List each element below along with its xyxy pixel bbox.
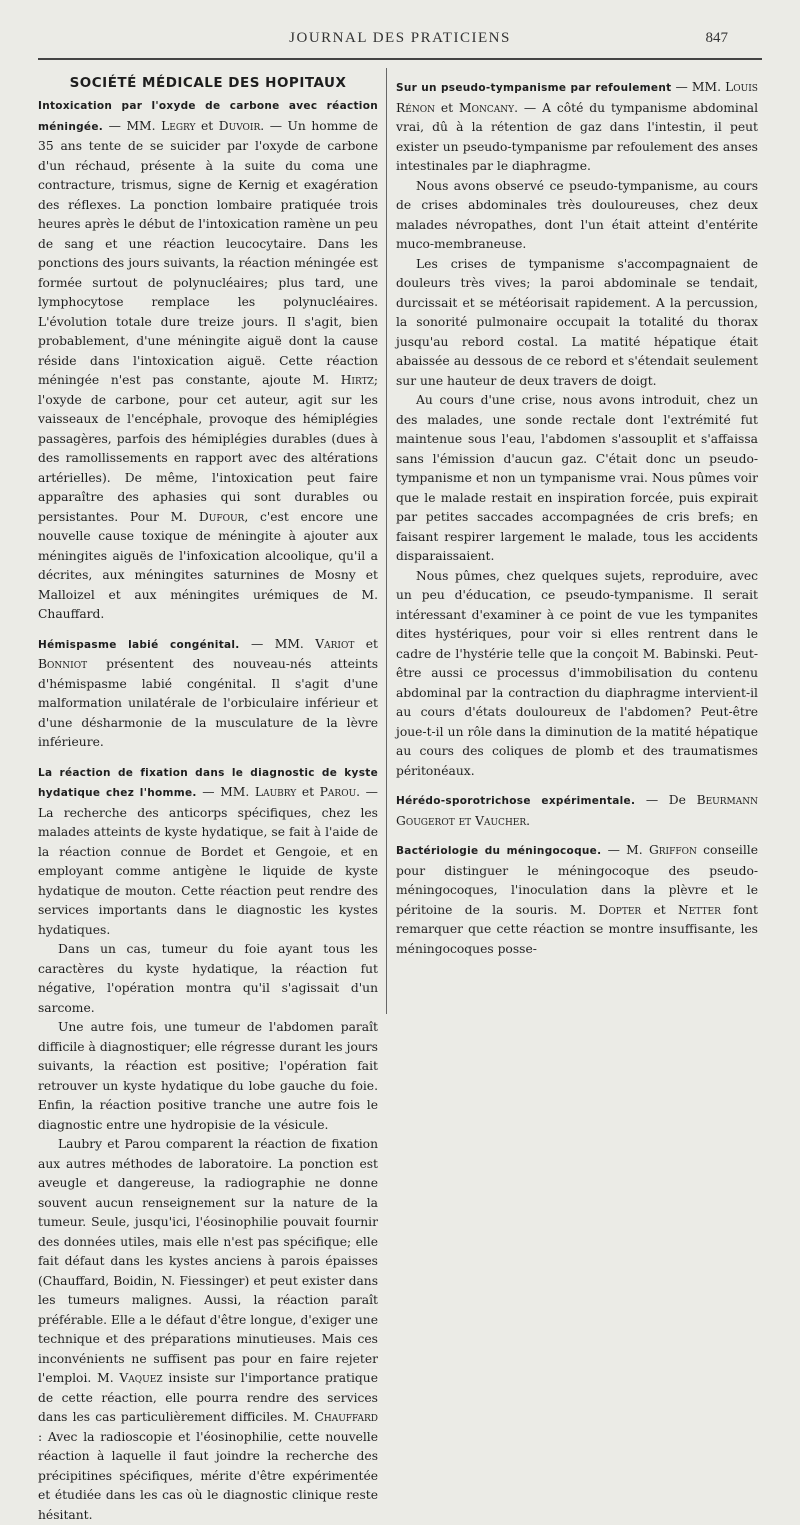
paragraph: Au cours d'une crise, nous avons introduit, chez un des malades, une sonde rectale dont l'extrémité fut maintenue sous l'eau, l'abdomen s'assouplit et s'affaissa sans l'émission d'aucun gaz. C'était donc un pseudo-tympanisme et non un tympanisme vrai. Nous pûmes voir que le malade restait en inspiration forcée, puis expirait par petites saccades accompagnées de cris brefs; en faisant respirer largement le malade, tous les accidents disparaissaient. [396, 393, 758, 563]
article-pseudo-tympanisme: Sur un pseudo-tympanisme par refoulement — MM. Louis Rénon et Moncany. — A côté du tympanisme abdominal vrai, dû à la rétention de gaz dans l'intestin, il peut exister un pseudo-tympanisme par refoulement des anses intestinales par le diaphragme. [396, 80, 758, 173]
author-name: Louis Rénon [396, 80, 758, 115]
author-name: Moncany [459, 100, 515, 115]
article-title: Bactériologie du méningocoque. [396, 845, 602, 857]
author-name: Chauffard [314, 1410, 378, 1424]
author-name: Netter [678, 902, 721, 917]
paragraph: Une autre fois, une tumeur de l'abdomen paraît difficile à diagnostiquer; elle régresse durant les jours suivants, la réaction est positive; l'opération fait retrouver un kyste hydatique du lobe gauche du foie. Enfin, la réaction positive tranche une autre fois le diagnostic entre une hydropisie de la vésicule. [38, 1020, 378, 1132]
article-heredo-sporotrichose: Hérédo-sporotrichose expérimentale. — De Beurmann Gougerot et Vaucher. [396, 793, 758, 828]
paragraph: Laubry et Parou comparent la réaction de fixation aux autres méthodes de laboratoire. La ponction est aveugle et dangereuse, la radiographie ne donne souvent aucun renseignement sur la nature de la tumeur. Seule, jusqu'ici, l'éosinophilie pouvait fournir des données utiles, mais elle n'est pas spécifique; elle fait défaut dans les kystes anciens à parois épaisses (Chauffard, Boidin, N. Fiessinger) et peut exister dans les tumeurs malignes. Aussi, la réaction paraît préférable. Elle a le défaut d'être longue, d'exiger une technique et des préparations minutieuses. Mais ces inconvénients ne suffisent pas pour en faire rejeter l'emploi. M. Vaquez insiste sur l'importance pratique de cette réaction, elle pourra rendre des services dans les cas particulièrement difficiles. M. Chauffard : Avec la radioscopie et l'éosinophilie, cette nouvelle réaction à laquelle il faut joindre la recherche des précipitines spécifiques, mérite d'être expérimentée et étudiée dans les cas où le diagnostic clinique reste hésitant. [38, 1137, 378, 1522]
paragraph: Dans un cas, tumeur du foie ayant tous les caractères du kyste hydatique, la réaction fut négative, l'opération montra qu'il s'agissait d'un sarcome. [38, 942, 378, 1015]
author-name: Legry [161, 118, 196, 133]
article-title: La réaction de fixation dans le diagnostic de kyste hydatique chez l'homme. [38, 766, 378, 799]
right-column [396, 68, 758, 959]
left-column [38, 68, 378, 1525]
paragraph: Nous pûmes, chez quelques sujets, reproduire, avec un peu d'éducation, ce pseudo-tympanisme. Il serait intéressant d'examiner à ce point de vue les tympanites dites hystériques, pour voir si elles rentrent dans le cadre de l'hystérie telle que la conçoit M. Babinski. Peut-être aussi ce processus d'immobilisation du contenu abdominal par la contraction du diaphragme intervient-il au cours d'états douloureux de l'abdomen? Peut-être joue-t-il un rôle dans la diminution de la matité hépatique au cours des coliques de plomb et des traumatismes péritonéaux. [396, 568, 758, 778]
header-rule [38, 58, 762, 60]
author-name: Laubry [254, 785, 297, 799]
author-name: Duvoir [218, 118, 261, 133]
author-name: Variot [315, 636, 355, 651]
article-title: Sur un pseudo-tympanisme par refoulement [396, 82, 672, 94]
page-number: 847 [705, 30, 728, 46]
author-name: Dufour [198, 509, 245, 524]
author-name: Dopter [598, 902, 642, 917]
article-kyste: La réaction de fixation dans le diagnostic de kyste hydatique chez l'homme. — MM. Laubry et Parou. — La recherche des anticorps spécifiques, chez les malades atteints de kyste hydatique, se fait à l'aide de la réaction connue de Bordet et Gengoie, et en employant comme antigène le liquide de kyste hydatique de mouton. Cette réaction peut rendre des services importants dans le diagnostic les kystes hydatiques. [38, 766, 378, 937]
article-hemispasme: Hémispasme labié congénital. — MM. Variot et Bonniot présentent des nouveau-nés atteints d'hémispasme labié congénital. Il s'agit d'une malformation unilatérale de l'orbiculaire inférieur et d'une désharmonie de la musculature de la lèvre inférieure. [38, 636, 378, 749]
author-name: Vaquez [119, 1371, 163, 1385]
section-heading: SOCIÉTÉ MÉDICALE DES HOPITAUX [69, 75, 347, 91]
paragraph: Nous avons observé ce pseudo-tympanisme, au cours de crises abdominales très douloureuses, chez deux malades névropathes, dont l'un était atteint d'entérite muco-membraneuse. [396, 178, 758, 251]
author-name: Beurmann Gougerot et Vaucher [396, 793, 758, 828]
author-name: Parou [319, 785, 357, 799]
article-bacteriologie: Bactériologie du méningocoque. — M. Griffon conseille pour distinguer le méningocoque des pseudo-méningocoques, l'inoculation dans la plèvre et le péritoine de la souris. M. Dopter et Netter font remarquer que cette réaction se montre insuffisante, les méningocoques posse- [396, 843, 758, 956]
article-title: Intoxication par l'oxyde de carbone avec réaction méningée. [38, 100, 378, 133]
author-name: Hirtz [340, 373, 374, 387]
article-title: Hémispasme labié congénital. [38, 638, 240, 651]
author-name: Griffon [648, 843, 697, 857]
journal-title: JOURNAL DES PRATICIENS [289, 30, 511, 46]
article-intoxication: Intoxication par l'oxyde de carbone avec réaction méningée. — MM. Legry et Duvoir. — Un homme de 35 ans tente de se suicider par l'oxyde de carbone d'un réchaud, présente à la suite du coma une contracture, trismus, signe de Kernig et exagération des réflexes. La ponction lombaire pratiquée trois heures après le début de l'intoxication ramène un peu de sang et une réaction leucocytaire. Dans les ponctions des jours suivants, la réaction méningée est formée surtout de polynucléaires; plus tard, une lymphocytose remplace les polynucléaires. L'évolution totale dure treize jours. Il s'agit, bien probablement, d'une méningite aiguë dont la cause réside dans l'intoxication aiguë. Cette réaction méningée n'est pas constante, ajoute M. Hirtz; l'oxyde de carbone, pour cet auteur, agit sur les vaisseaux de l'encéphale, provoque des hémiplégies passagères, parfois des hémiplégies durables (dues à des ramollissements en rapport avec des altérations artérielles). De même, l'intoxication peut faire apparaître des aphasies qui sont durables ou persistantes. Pour M. Dufour, c'est encore une nouvelle cause toxique de méningite à ajouter aux méningites aiguës de l'infoxication alcoolique, qu'il a décrites, aux méningites saturnines de Mosny et Malloizel et aux méningites urémiques de M. Chauffard. [38, 100, 378, 621]
article-title: Hérédo-sporotrichose expérimentale. [396, 795, 636, 807]
author-name: Bonniot [38, 657, 88, 671]
paragraph: Les crises de tympanisme s'accompagnaient de douleurs très vives; la paroi abdominale se tendait, durcissait et se météorisait rapidement. A la percussion, la sonorité pulmonaire occupait la totalité du thorax jusqu'au rebord costal. La matité hépatique était abaissée au dessous de ce rebord et s'étendait seulement sur une hauteur de deux travers de doigt. [396, 256, 758, 388]
running-header [0, 30, 800, 54]
column-divider [386, 68, 387, 1014]
